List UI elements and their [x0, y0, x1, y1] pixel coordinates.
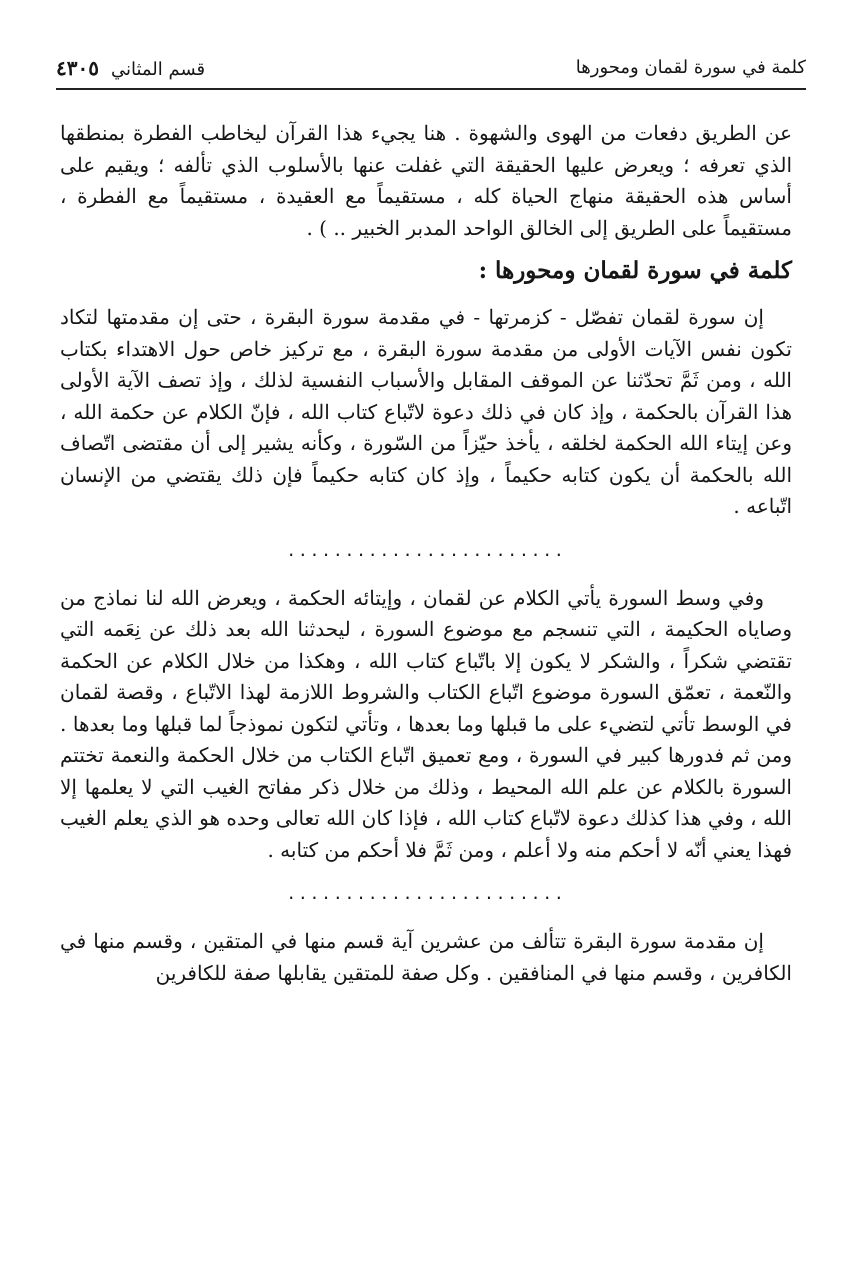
page-number: ٤٣٠٥ [56, 56, 99, 80]
paragraph-3: إن مقدمة سورة البقرة تتألف من عشرين آية قسم منها في المتقين ، وقسم منها في الكافرين ، وقسم منها في المنافقين . وكل صفة للمتقين يقابلها صفة للكافرين [60, 929, 792, 985]
paragraph-1: إن سورة لقمان تفصّل - كزمرتها - في مقدمة سورة البقرة ، حتى إن مقدمتها لتكاد تكون نفس الآيات الأولى من مقدمة سورة البقرة ، مع تركيز خاص حول الاهتداء بكتاب الله ، ومن ثَمَّ تحدّثنا عن الموقف المقابل والأسباب النفسية لذلك ، وإذ تصف الآية الأولى هذا القرآن بالحكمة ، وإذ كان في ذلك دعوة لاتّباع كتاب الله ، فإنّ الكلام عن حكمة الله ، وعن إيتاء الله الحكمة لخلقه ، يأخذ حيّزاً من السّورة ، وكأنه يشير إلى أن مقتضى اتّصاف الله بالحكمة أن يكون كتابه حكيماً ، وإذ كان كتابه حكيماً فإن ذلك يقتضي من الإنسان اتّباعه . [60, 305, 792, 518]
page-content [60, 118, 792, 989]
section-heading: كلمة في سورة لقمان ومحورها : [478, 257, 792, 284]
header-meta [56, 48, 205, 90]
dotted-divider: ........................ [286, 540, 566, 560]
intro-paragraph: عن الطريق دفعات من الهوى والشهوة . هنا يجيء هذا القرآن ليخاطب الفطرة بمنطقها الذي تعرفه ؛ ويعرض عليها الحقيقة التي غفلت عنها بالأسلوب الذي تألفه ؛ ويقيم على أساس هذه الحقيقة منهاج الحياة كله ، مستقيماً مع العقيدة ، مستقيماً مع الفطرة ، مستقيماً على الطريق إلى الخالق الواحد المدبر الخبير .. ) . [60, 121, 792, 240]
section-label: قسم المثاني [110, 59, 206, 80]
running-title: كلمة في سورة لقمان ومحورها [575, 57, 806, 78]
paragraph-2: وفي وسط السورة يأتي الكلام عن لقمان ، وإيتائه الحكمة ، ويعرض الله لنا نماذج من وصاياه الحكيمة ، التي تنسجم مع موضوع السورة ، ليحدثنا الله بعد ذلك عن نِعَمه التي تقتضي شكراً ، والشكر لا يكون إلا باتّباع كتاب الله ، وهكذا من خلال الكلام عن الحكمة والنّعمة ، تعمّق السورة موضوع اتّباع الكتاب والشروط اللازمة لهذا الاتّباع ، وقصة لقمان في الوسط تأتي لتضيء على ما قبلها وما بعدها ، وتأتي لتكون نموذجاً لما قبلها وما بعدها . ومن ثم فدورها كبير في السورة ، ومع تعميق اتّباع الكتاب من خلال الحكمة والنعمة تختتم السورة بالكلام عن علم الله المحيط ، وذلك من خلال ذكر مفاتح الغيب التي لا يعلمها إلا الله ، وفي هذا كذلك دعوة لاتّباع كتاب الله ، فإذا كان الله تعالى وحده هو الذي يعلم الغيب فهذا يعني أنّه لا أحكم منه ولا أعلم ، ومن ثَمَّ فلا أحكم من كتابه . [60, 585, 792, 862]
page-header [56, 48, 806, 90]
dotted-divider: ........................ [286, 884, 566, 903]
